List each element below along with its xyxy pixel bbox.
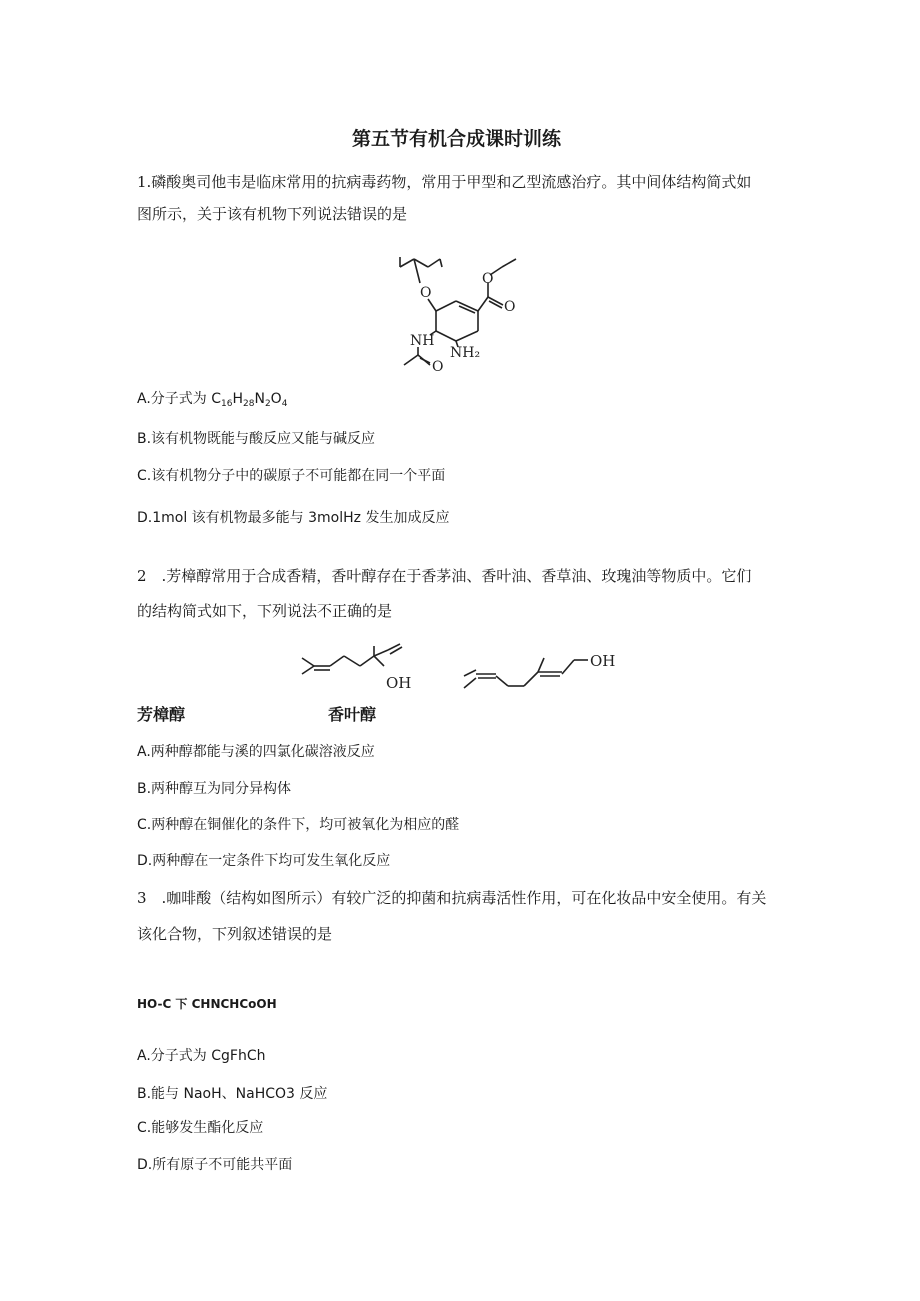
- q1-o-ester-label: O: [482, 271, 494, 287]
- q2-geraniol-oh: OH: [590, 652, 616, 670]
- q1-nh-label: NH: [410, 333, 435, 349]
- q3-stem-line1: 3 .咖啡酸（结构如图所示）有较广泛的抑菌和抗病毒活性作用，可在化妆品中安全使用。有关: [137, 889, 767, 907]
- q1-o-ring-label: O: [420, 285, 432, 301]
- q2-stem-line2: 的结构简式如下，下列说法不正确的是: [137, 602, 393, 620]
- q1-stem-line1: 1.磷酸奥司他韦是临床常用的抗病毒药物，常用于甲型和乙型流感治疗。其中间体结构简式如: [137, 173, 752, 191]
- page-title: 第五节有机合成课时训练: [352, 128, 562, 150]
- q1-o-carbonyl-label: O: [504, 299, 516, 315]
- q2-option-c: C.两种醇在铜催化的条件下，均可被氧化为相应的醛: [137, 817, 460, 833]
- q1-option-a-sub3: 2: [264, 399, 271, 409]
- q2-geraniol-structure: [462, 648, 622, 692]
- q1-option-d: D.1mol 该有机物最多能与 3molHz 发生加成反应: [137, 510, 450, 526]
- q1-option-b: B.该有机物既能与酸反应又能与碱反应: [137, 431, 376, 447]
- q3-stem-line2: 该化合物，下列叙述错误的是: [137, 925, 333, 943]
- q2-linalool-structure: [300, 644, 420, 694]
- q1-option-a-sub4: 4: [281, 399, 288, 409]
- q1-option-a-sub2: 28: [243, 399, 255, 409]
- q3-option-b: B.能与 NaoH、NaHCO3 反应: [137, 1086, 328, 1102]
- q2-label-geraniol: 香叶醇: [328, 705, 377, 724]
- q3-formula: HO-C 下 CHNCHCoOH: [137, 997, 277, 1011]
- q3-option-c: C.能够发生酯化反应: [137, 1120, 264, 1136]
- q3-option-d: D.所有原子不可能共平面: [137, 1157, 293, 1173]
- q2-linalool-oh: OH: [386, 674, 412, 692]
- q1-option-c: C.该有机物分子中的碳原子不可能都在同一个平面: [137, 468, 446, 484]
- q2-option-b: B.两种醇互为同分异构体: [137, 781, 292, 797]
- q1-structure-diagram: [390, 245, 530, 380]
- q1-stem-line2: 图所示，关于该有机物下列说法错误的是: [137, 205, 408, 223]
- q2-option-d: D.两种醇在一定条件下均可发生氧化反应: [137, 853, 391, 869]
- q1-option-a-n: N: [254, 391, 265, 407]
- q1-option-a-sub1: 16: [221, 399, 233, 409]
- q1-option-a-prefix: A.分子式为 C: [137, 391, 222, 407]
- q3-option-a: A.分子式为 CgFhCh: [137, 1048, 266, 1064]
- q1-o-amide-label: O: [432, 359, 444, 375]
- q1-option-a-h: H: [232, 391, 243, 407]
- q2-stem-line1: 2 .芳樟醇常用于合成香精，香叶醇存在于香茅油、香叶油、香草油、玫瑰油等物质中。它们: [137, 567, 752, 585]
- q1-option-a-o: O: [270, 391, 282, 407]
- q2-label-linalool: 芳樟醇: [137, 705, 186, 724]
- q1-option-a: [137, 389, 287, 414]
- q1-nh2-label: NH₂: [450, 345, 481, 361]
- q2-option-a: A.两种醇都能与溪的四氯化碳溶液反应: [137, 744, 375, 760]
